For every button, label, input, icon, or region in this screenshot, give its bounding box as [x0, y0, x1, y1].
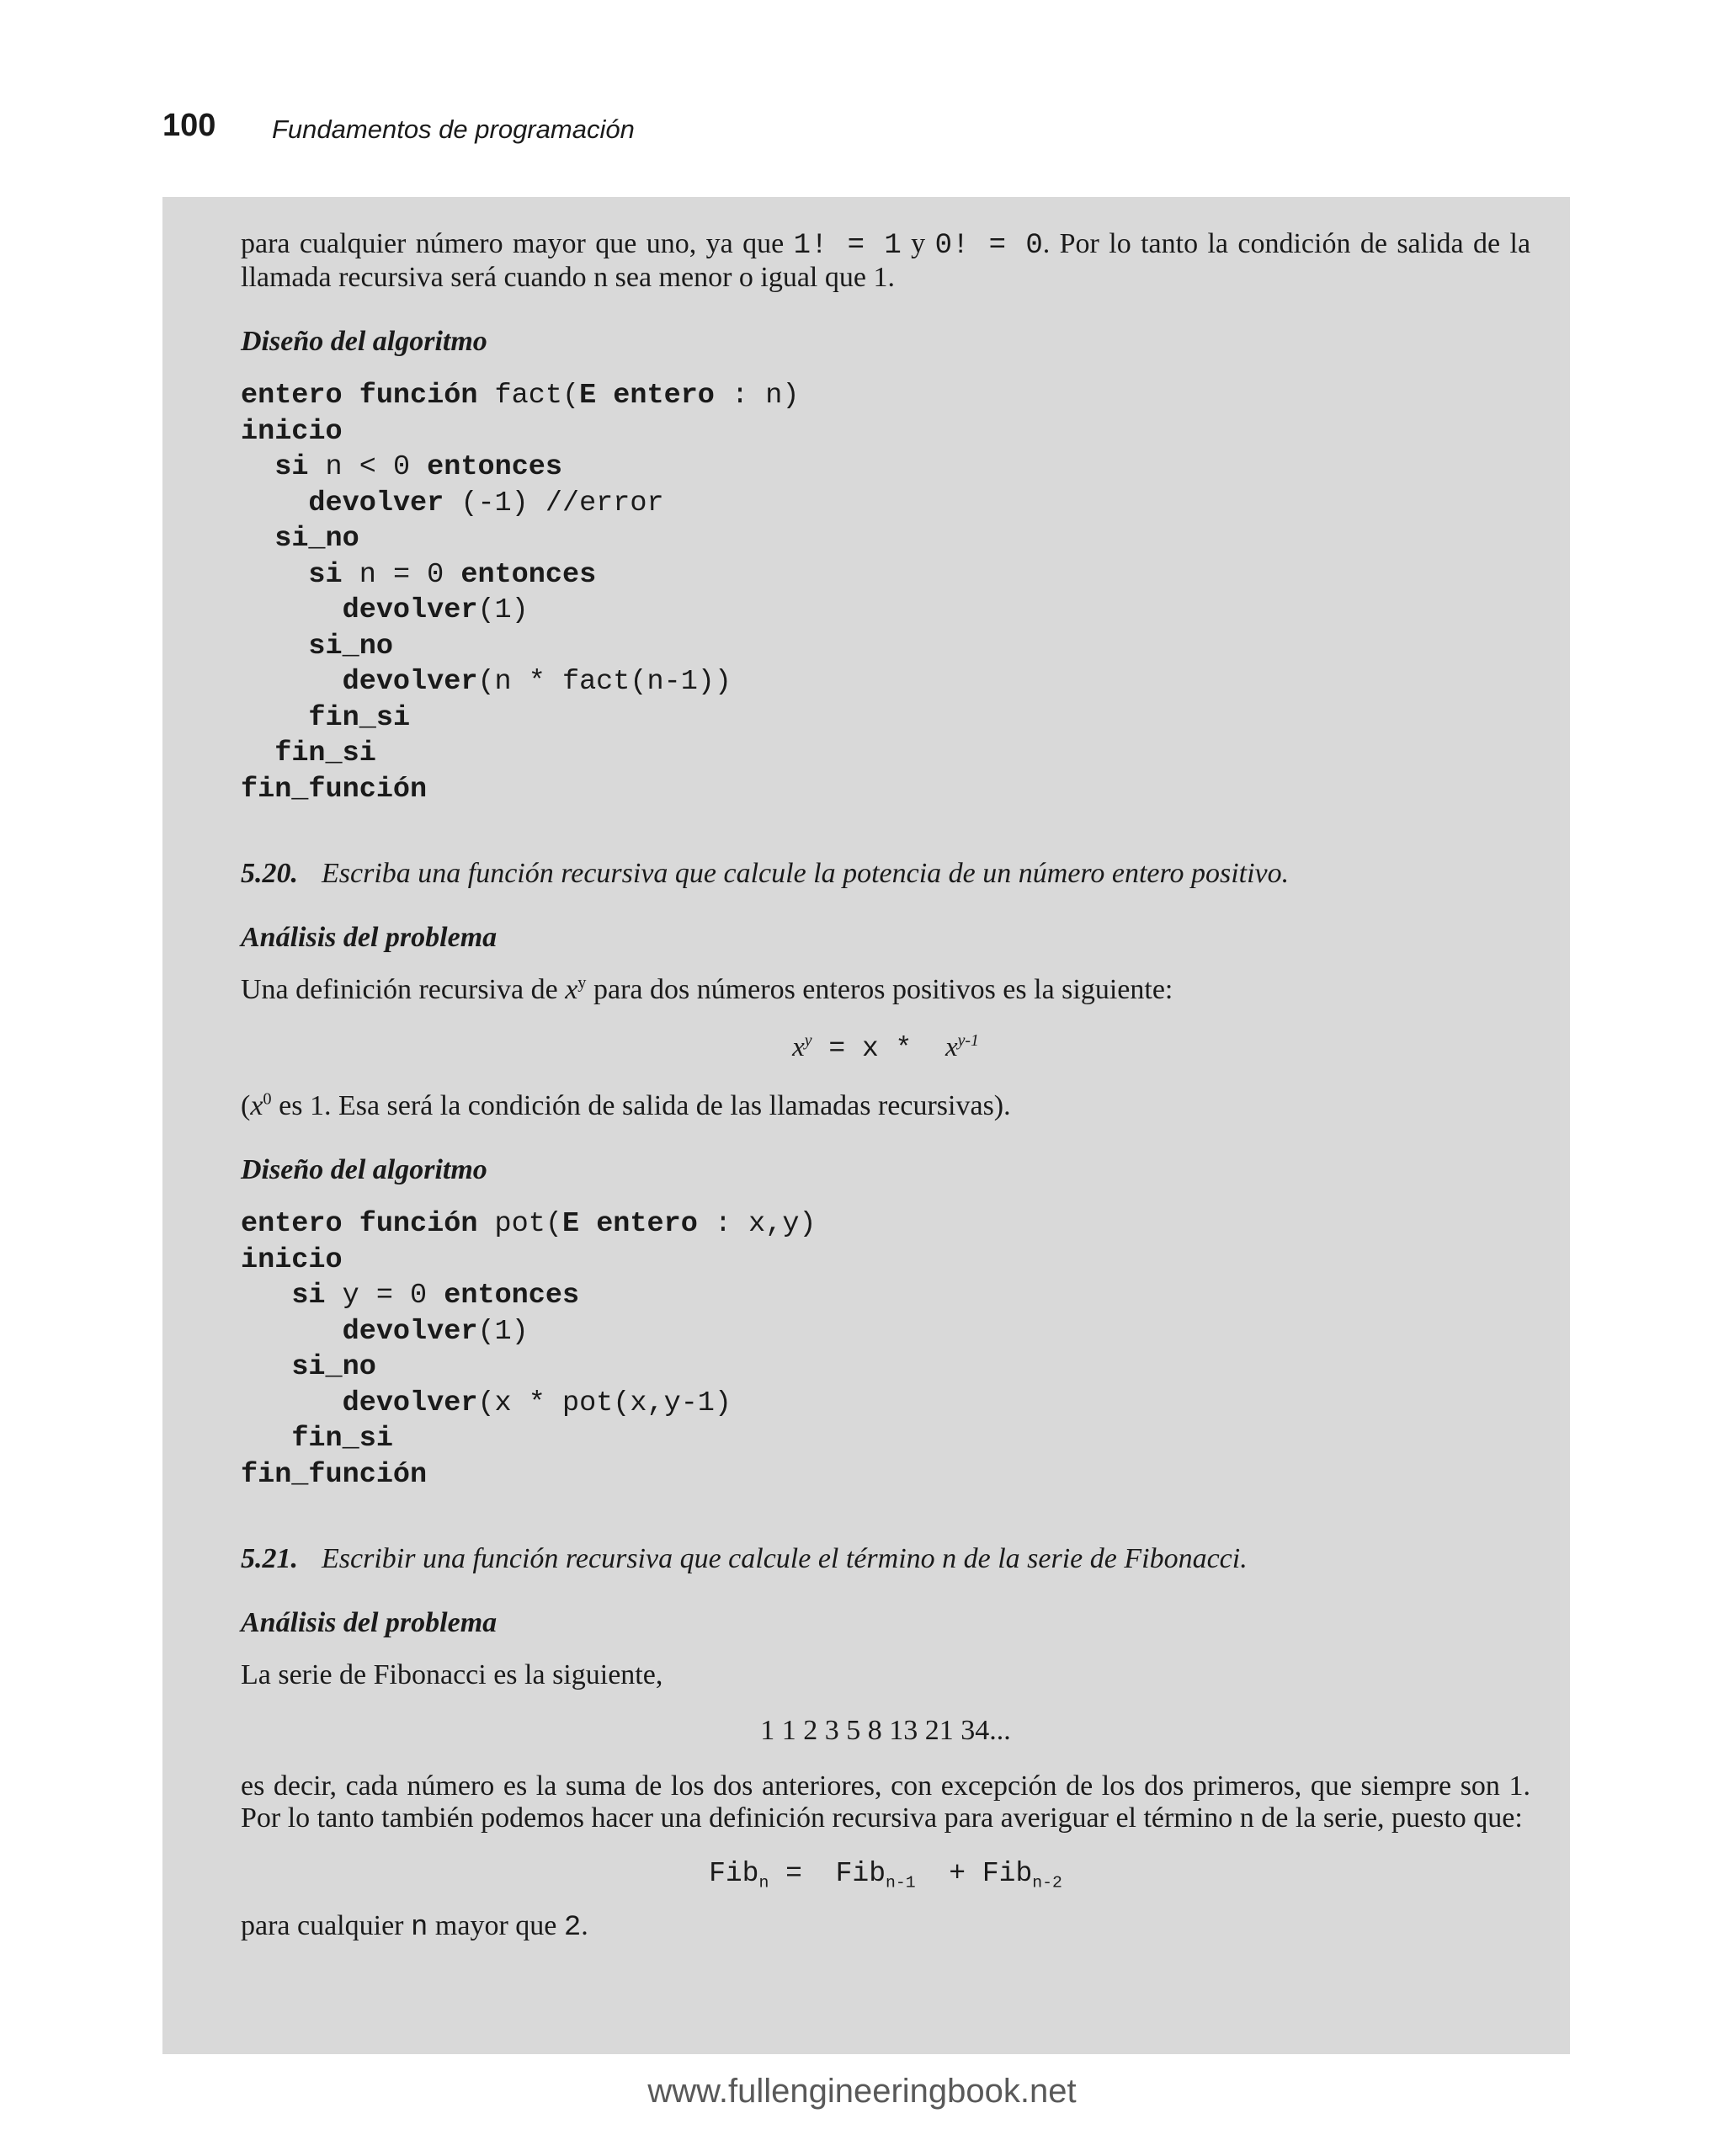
code-line: [241, 521, 1530, 557]
content-body: [241, 228, 1530, 1944]
code-line: [241, 1314, 1530, 1350]
code-line: [241, 414, 1530, 450]
code-keyword: fin_si: [291, 1423, 393, 1455]
analysis-text: Una definición recursiva de: [241, 974, 566, 1005]
formula-superscript: y: [804, 1031, 812, 1050]
section-heading: Diseño del algoritmo: [241, 1154, 487, 1185]
exercise-statement: Escribir una función recursiva que calcule el término n de la serie de Fibonacci.: [322, 1543, 1248, 1574]
code-text: [241, 523, 274, 555]
code-keyword: devolver: [342, 1387, 478, 1419]
final-text: mayor que: [428, 1910, 564, 1941]
code-text: (-1) //error: [444, 487, 664, 519]
analysis-paragraph: [241, 974, 1530, 1006]
code-keyword: entero función: [241, 1208, 478, 1240]
code-keyword: si_no: [274, 523, 359, 555]
math-variable: x: [250, 1090, 263, 1121]
code-keyword: fin_función: [241, 1458, 428, 1491]
formula-subscript: n-2: [1032, 1873, 1062, 1892]
code-keyword: E entero: [561, 1208, 698, 1240]
intro-text: . Por lo tanto la condición de salida de la llamada recursiva será cuando n sea menor o igual que 1.: [241, 228, 1531, 293]
code-text: [241, 451, 274, 483]
code-keyword: devolver: [342, 594, 478, 626]
code-keyword: si: [308, 558, 343, 591]
code-block-pot: [241, 1206, 1530, 1493]
formula-term: x: [792, 1032, 805, 1062]
code-keyword: devolver: [342, 1315, 478, 1348]
code-line: [241, 629, 1530, 665]
code-keyword: entero función: [241, 380, 478, 412]
code-keyword: fin_función: [241, 773, 428, 806]
code-keyword: si: [291, 1280, 326, 1312]
code-keyword: entonces: [444, 1280, 580, 1312]
formula-operator: +: [915, 1858, 982, 1889]
note-text: es 1. Esa será la condición de salida de las llamadas recursivas).: [271, 1090, 1011, 1121]
code-text: [241, 1423, 291, 1455]
code-text: [241, 631, 308, 663]
exercise-number: 5.21.: [241, 1543, 298, 1574]
formula-term: Fib: [709, 1858, 759, 1889]
final-code: n: [411, 1912, 428, 1944]
code-text: (1): [477, 594, 529, 626]
code-keyword: si: [274, 451, 309, 483]
page-number: 100: [162, 108, 216, 143]
code-line: [241, 450, 1530, 486]
code-keyword: fin_si: [308, 701, 411, 734]
code-text: fact(: [477, 380, 580, 412]
section-heading: Diseño del algoritmo: [241, 326, 487, 357]
code-line: [241, 1386, 1530, 1422]
code-keyword: inicio: [241, 415, 343, 448]
intro-code: 0! = 0: [934, 230, 1043, 262]
code-text: (x * pot(x,y-1): [477, 1387, 732, 1419]
code-keyword: devolver: [342, 666, 478, 698]
formula-subscript: n-1: [886, 1873, 916, 1892]
exercise-5-21: [241, 1543, 1530, 1575]
code-line: [241, 1349, 1530, 1386]
math-superscript: 0: [263, 1089, 272, 1109]
code-text: [241, 487, 308, 519]
running-title: Fundamentos de programación: [272, 114, 635, 144]
code-line: [241, 486, 1530, 522]
intro-text: y: [901, 228, 935, 259]
code-keyword: devolver: [308, 487, 444, 519]
formula-operator: = x *: [811, 1033, 929, 1064]
note-text: (: [241, 1090, 251, 1121]
math-variable: x: [565, 974, 578, 1005]
code-line: [241, 1457, 1530, 1493]
explanation-paragraph: es decir, cada número es la suma de los dos anteriores, con excepción de los dos primeros, que siempre son 1. Por lo tanto también podemos hacer una definición recursiva para averiguar el término n de la serie, puesto que:: [241, 1770, 1530, 1834]
code-text: (1): [477, 1315, 529, 1348]
code-text: [241, 666, 343, 698]
formula-term: x: [944, 1032, 958, 1062]
formula-subscript: n: [758, 1873, 769, 1892]
code-line: [241, 557, 1530, 594]
math-superscript: y: [577, 973, 587, 993]
code-keyword: si_no: [291, 1351, 376, 1383]
code-text: : n): [714, 380, 800, 412]
code-line: [241, 1421, 1530, 1457]
intro-text: para cualquier número mayor que uno, ya que: [241, 228, 794, 259]
final-code: 2: [563, 1912, 582, 1944]
code-keyword: entonces: [427, 451, 562, 483]
code-keyword: E entero: [579, 380, 715, 412]
code-text: : x,y): [697, 1208, 817, 1240]
final-text: para cualquier: [241, 1910, 411, 1941]
code-line: [241, 1206, 1530, 1243]
code-text: y = 0: [325, 1280, 444, 1312]
final-text: .: [581, 1910, 588, 1941]
exercise-number: 5.20.: [241, 858, 298, 889]
formula-term: Fib: [982, 1858, 1033, 1889]
code-keyword: entonces: [460, 558, 597, 591]
code-line: [241, 593, 1530, 629]
code-line: [241, 378, 1530, 414]
code-text: [241, 594, 343, 626]
code-text: n < 0: [308, 451, 428, 483]
code-text: n = 0: [342, 558, 461, 591]
code-text: [241, 1351, 291, 1383]
code-text: [241, 559, 308, 591]
exit-condition-note: [241, 1090, 1530, 1122]
section-heading: Análisis del problema: [241, 1607, 498, 1638]
formula-term: Fib: [835, 1858, 886, 1889]
code-text: [241, 1316, 343, 1348]
intro-paragraph: [241, 228, 1530, 294]
formula-operator: =: [769, 1858, 836, 1889]
code-text: [241, 702, 308, 734]
code-text: [241, 1280, 291, 1312]
code-text: [241, 1387, 343, 1419]
code-block-fact: [241, 378, 1530, 807]
power-formula: [241, 1031, 1530, 1065]
code-text: pot(: [477, 1208, 562, 1240]
section-heading: Análisis del problema: [241, 922, 498, 953]
code-keyword: si_no: [308, 630, 393, 663]
code-keyword: fin_si: [274, 737, 376, 769]
code-line: [241, 772, 1530, 808]
intro-code: 1! = 1: [793, 230, 902, 262]
exercise-statement: Escriba una función recursiva que calcule la potencia de un número entero positivo.: [322, 858, 1290, 889]
fibonacci-formula: [241, 1858, 1530, 1890]
code-line: [241, 700, 1530, 737]
final-paragraph: [241, 1910, 1530, 1944]
footer-url: www.fullengineeringbook.net: [647, 2073, 1077, 2110]
series-intro: La serie de Fibonacci es la siguiente,: [241, 1659, 663, 1690]
code-line: [241, 664, 1530, 700]
code-text: (n * fact(n-1)): [477, 666, 732, 698]
analysis-text: para dos números enteros positivos es la siguiente:: [586, 974, 1173, 1005]
code-line: [241, 736, 1530, 772]
code-text: [241, 737, 274, 769]
fibonacci-series: 1 1 2 3 5 8 13 21 34...: [760, 1715, 1011, 1746]
formula-superscript: y-1: [957, 1031, 979, 1050]
exercise-5-20: [241, 858, 1530, 890]
code-line: [241, 1243, 1530, 1279]
code-keyword: inicio: [241, 1243, 343, 1276]
code-line: [241, 1278, 1530, 1314]
